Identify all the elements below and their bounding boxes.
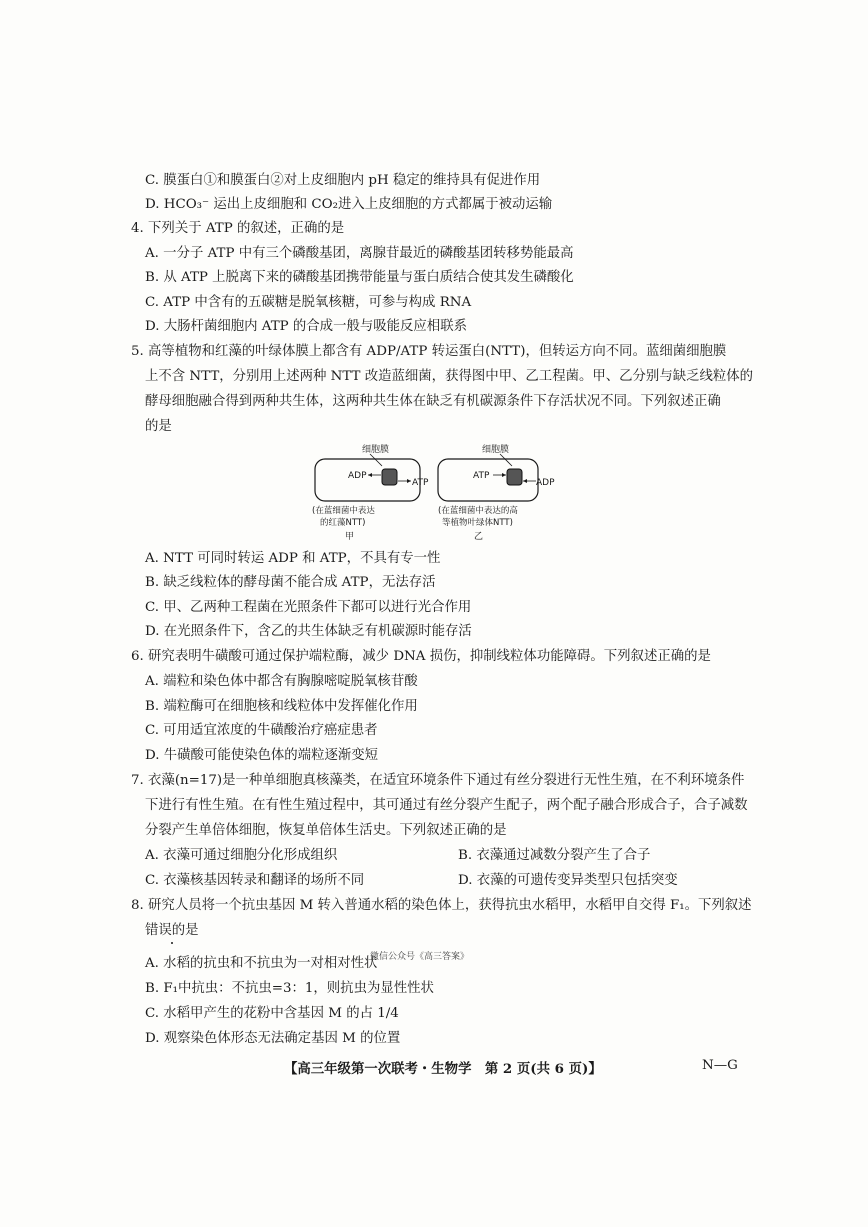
q5-stem-line-1: 5. 高等植物和红藻的叶绿体膜上都含有 ADP/ATP 转运蛋白(NTT)，但转运方向不同。蓝细菌细胞膜 — [131, 344, 727, 359]
jia-membrane-label: 细胞膜 — [362, 445, 390, 455]
diagram-jia — [312, 443, 429, 542]
q8-stem-line-2 — [145, 922, 199, 940]
yi-in-label: ATP — [473, 471, 490, 481]
q7-stem-line-3: 分裂产生单倍体细胞，恢复单倍体生活史。下列叙述正确的是 — [145, 823, 507, 838]
q4-stem: 4. 下列关于 ATP 的叙述，正确的是 — [131, 221, 345, 236]
yi-caption-2: 等植物叶绿体NTT) — [442, 518, 513, 528]
q7-option-c: C. 衣藻核基因转录和翻译的场所不同 — [145, 873, 365, 888]
yi-name: 乙 — [474, 532, 484, 542]
q6-stem: 6. 研究表明牛磺酸可通过保护端粒酶，减少 DNA 损伤，抑制线粒体功能障碍。下列叙述正确的是 — [131, 649, 711, 664]
q8-stem-line-2-text: 错误的是 — [145, 923, 199, 938]
yi-membrane-label: 细胞膜 — [482, 445, 510, 455]
q7-stem-line-1: 7. 衣藻(n=17)是一种单细胞真核藻类，在适宜环境条件下通过有丝分裂进行无性生殖，在不利环境条件 — [131, 773, 745, 788]
jia-name: 甲 — [345, 532, 355, 542]
q4-option-b: B. 从 ATP 上脱离下来的磷酸基团携带能量与蛋白质结合使其发生磷酸化 — [145, 270, 574, 285]
page-footer: 【高三年级第一次联考・生物学 第 2 页(共 6 页)】 — [284, 1061, 602, 1077]
q5-stem-line-4: 的是 — [145, 419, 172, 434]
q3-option-c: C. 膜蛋白①和膜蛋白②对上皮细胞内 pH 稳定的维持具有促进作用 — [145, 173, 541, 188]
jia-caption-2: 的红藻NTT) — [320, 518, 366, 528]
q8-option-b: B. F₁中抗虫：不抗虫=3：1，则抗虫为显性性状 — [145, 981, 434, 996]
ntt-diagram — [300, 438, 600, 550]
q5-option-a: A. NTT 可同时转运 ADP 和 ATP，不具有专一性 — [145, 551, 441, 566]
yi-caption-1: (在蓝细菌中表达的高 — [438, 506, 518, 516]
q8-option-d: D. 观察染色体形态无法确定基因 M 的位置 — [145, 1031, 401, 1046]
diagram-yi — [438, 443, 555, 542]
q8-option-a: A. 水稻的抗虫和不抗虫为一对相对性状 — [145, 956, 378, 971]
q3-option-d: D. HCO₃⁻ 运出上皮细胞和 CO₂进入上皮细胞的方式都属于被动运输 — [145, 197, 553, 212]
q6-option-b: B. 端粒酶可在细胞核和线粒体中发挥催化作用 — [145, 699, 418, 714]
yi-ntt-protein — [507, 469, 522, 485]
q5-option-b: B. 缺乏线粒体的酵母菌不能合成 ATP，无法存活 — [145, 575, 436, 590]
q7-option-b: B. 衣藻通过减数分裂产生了合子 — [458, 848, 651, 863]
q8-option-c: C. 水稻甲产生的花粉中含基因 M 的占 1/4 — [145, 1006, 399, 1021]
q6-option-c: C. 可用适宜浓度的牛磺酸治疗癌症患者 — [145, 723, 378, 738]
q6-option-a: A. 端粒和染色体中都含有胸腺嘧啶脱氧核苷酸 — [145, 674, 418, 689]
q7-stem-line-2: 下进行有性生殖。在有性生殖过程中，其可通过有丝分裂产生配子，两个配子融合形成合子，合子减数 — [145, 798, 748, 813]
q5-option-c: C. 甲、乙两种工程菌在光照条件下都可以进行光合作用 — [145, 600, 472, 615]
jia-out-label: ATP — [412, 478, 429, 488]
q6-option-d: D. 牛磺酸可能使染色体的端粒逐渐变短 — [145, 748, 379, 763]
q4-option-a: A. 一分子 ATP 中有三个磷酸基团，离腺苷最近的磷酸基团转移势能最高 — [145, 246, 574, 261]
q7-option-a: A. 衣藻可通过细胞分化形成组织 — [145, 848, 338, 863]
q5-stem-line-2: 上不含 NTT，分别用上述两种 NTT 改造蓝细菌，获得图中甲、乙工程菌。甲、乙分别与缺乏线粒体的 — [145, 369, 754, 384]
yi-out-label: ADP — [536, 478, 555, 488]
q4-option-d: D. 大肠杆菌细胞内 ATP 的合成一般与吸能反应相联系 — [145, 319, 467, 334]
paper-code: N—G — [702, 1058, 738, 1073]
jia-caption-1: (在蓝细菌中表达 — [312, 506, 375, 516]
jia-ntt-protein — [382, 469, 397, 485]
jia-in-label: ADP — [348, 471, 367, 481]
q5-option-d: D. 在光照条件下，含乙的共生体缺乏有机碳源时能存活 — [145, 624, 472, 639]
q4-option-c: C. ATP 中含有的五碳糖是脱氧核糖，可参与构成 RNA — [145, 295, 472, 310]
q8-stem-line-1: 8. 研究人员将一个抗虫基因 M 转入普通水稻的染色体上，获得抗虫水稻甲，水稻甲自交得 F₁。下列叙述 — [131, 898, 752, 913]
watermark: 微信公众号《高三答案》 — [370, 952, 470, 962]
q7-option-d: D. 衣藻的可遗传变异类型只包括突变 — [458, 873, 678, 888]
jia-cell-membrane — [315, 459, 420, 501]
q5-stem-line-3: 酵母细胞融合得到两种共生体，这两种共生体在缺乏有机碳源条件下存活状况不同。下列叙述正确 — [145, 394, 721, 409]
